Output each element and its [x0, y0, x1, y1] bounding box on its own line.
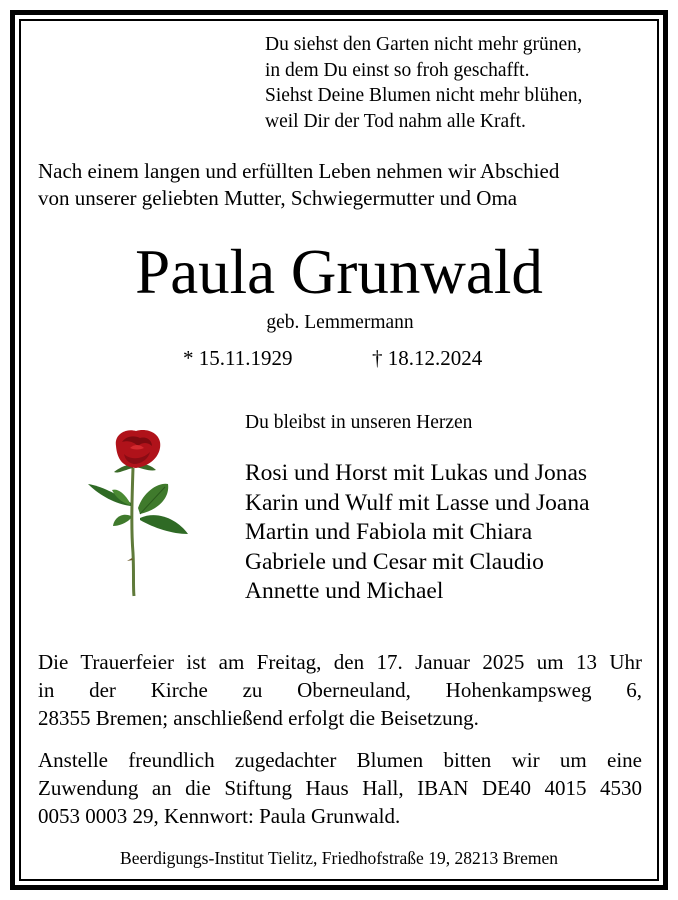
donation-line: Zuwendung an die Stiftung Haus Hall, IBAN DE40 4015 4530 [38, 776, 642, 800]
funeral-line: 28355 Bremen; anschließend erfolgt die Beisetzung. [38, 706, 479, 730]
closing-line: Du bleibst in unseren Herzen [245, 412, 473, 433]
maiden-name-text: geb. Lemmermann [266, 312, 414, 333]
funeral-info [38, 648, 642, 732]
intro-text [38, 158, 643, 211]
intro-line: Nach einem langen und erfüllten Leben nehmen wir Abschied [38, 159, 560, 183]
deceased-name: Paula Grunwald [135, 237, 543, 307]
rose-leaf [113, 515, 131, 526]
mourner-line: Martin und Fabiola mit Chiara [245, 519, 533, 545]
funeral-line: in der Kirche zu Oberneuland, Hohenkampsweg 6, [38, 678, 642, 702]
maiden-name [0, 311, 678, 335]
intro-line: von unserer geliebten Mutter, Schwiegermutter und Oma [38, 185, 518, 210]
poem [265, 32, 645, 134]
mourner-line: Gabriele und Cesar mit Claudio [245, 548, 544, 575]
mourner-line: Rosi und Horst mit Lukas und Jonas [245, 460, 588, 486]
funeral-home-footer: Beerdigungs-Institut Tielitz, Friedhofstraße 19, 28213 Bremen [120, 848, 558, 868]
rose-leaf [140, 515, 188, 534]
rose-stem [132, 468, 134, 596]
donation-line: Anstelle freundlich zugedachter Blumen bitten wir um eine [38, 748, 642, 772]
donation-line: 0053 0003 29, Kennwort: Paula Grunwald. [38, 804, 401, 828]
funeral-line: Die Trauerfeier ist am Freitag, den 17. Januar 2025 um 13 Uhr [38, 650, 642, 674]
poem-line: in dem Du einst so froh geschafft. [265, 59, 530, 81]
mourner-line: Karin und Wulf mit Lasse und Joana [245, 489, 590, 516]
poem-line: Siehst Deine Blumen nicht mehr blühen, [265, 85, 583, 106]
death-date: † 18.12.2024 [372, 346, 483, 370]
mourner-line: Annette und Michael [245, 578, 444, 604]
poem-line: weil Dir der Tod nahm alle Kraft. [265, 110, 526, 132]
mourners-list [245, 459, 590, 607]
poem-line: Du siehst den Garten nicht mehr grünen, [265, 34, 582, 55]
birth-date: * 15.11.1929 [183, 346, 293, 370]
donation-info [38, 746, 642, 830]
rose-image [80, 428, 200, 600]
